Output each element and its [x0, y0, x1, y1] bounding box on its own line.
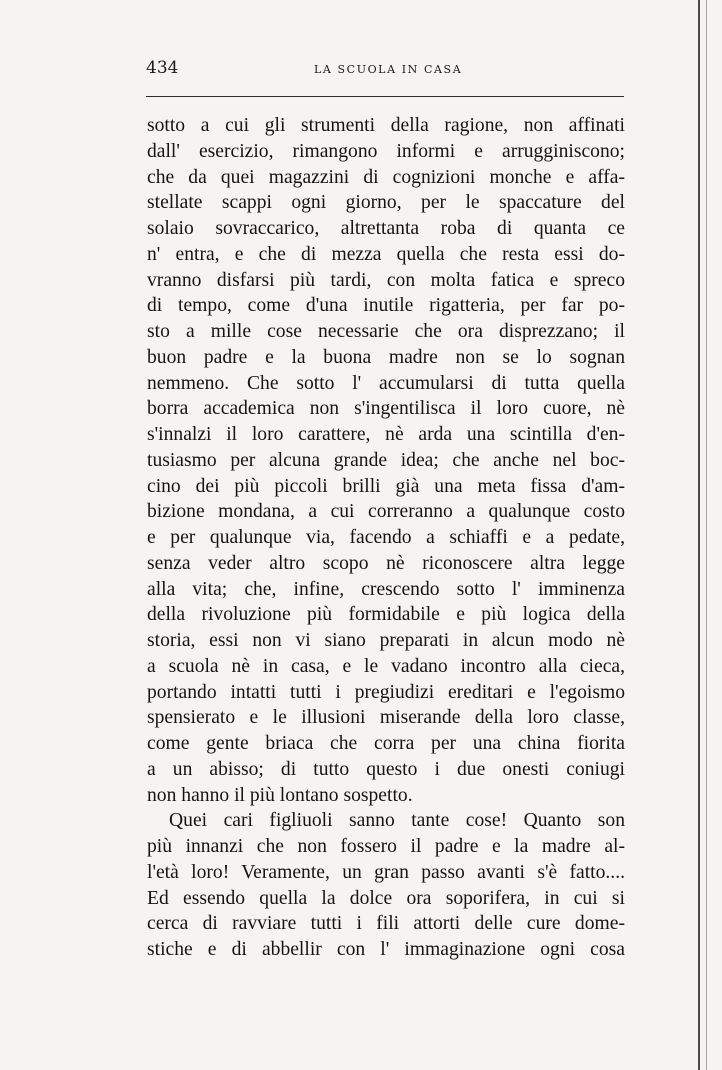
text-line: alla vita; che, infine, crescendo sotto l' imminenza [147, 578, 625, 600]
text-line: a un abisso; di tutto questo i due onesti coniugi [147, 758, 625, 780]
text-line: tusiasmo per alcuna grande idea; che anche nel boc- [147, 449, 625, 471]
text-line: l'età loro! Veramente, un gran passo avanti s'è fatto.... [147, 861, 625, 883]
text-line: s'innalzi il loro carattere, nè arda una scintilla d'en- [147, 424, 625, 445]
page-edge-line [706, 0, 707, 1070]
header-rule [146, 96, 624, 97]
text-line: Ed essendo quella la dolce ora soporifera, in cui si [147, 887, 625, 909]
text-line: stellate scappi ogni giorno, per le spaccature del [147, 192, 625, 214]
text-line: più innanzi che non fossero il padre e la madre al- [147, 836, 625, 857]
text-line: della rivoluzione più formidabile e più logica della [147, 604, 625, 626]
text-line: e per qualunque via, facendo a schiaffi e a pedate, [147, 527, 625, 548]
text-line: storia, essi non vi siano preparati in alcun modo nè [147, 630, 625, 651]
text-line: n' entra, e che di mezza quella che resta essi do- [147, 243, 625, 265]
body-text [147, 113, 625, 963]
text-line: bizione mondana, a cui correranno a qualunque costo [147, 501, 625, 523]
text-line: sto a mille cose necessarie che ora disprezzano; il [147, 321, 625, 342]
page-edge-shadow [698, 0, 700, 1070]
running-title: LA SCUOLA IN CASA [314, 63, 463, 76]
text-line: cerca di ravviare tutti i fili attorti delle cure dome- [147, 913, 625, 935]
text-line: buon padre e la buona madre non se lo sognan [147, 346, 625, 368]
text-line: borra accademica non s'ingentilisca il loro cuore, nè [147, 398, 625, 420]
text-line: portando intatti tutti i pregiudizi ereditari e l'egoismo [147, 681, 625, 703]
text-line: Quei cari figliuoli sanno tante cose! Quanto son [169, 810, 625, 832]
text-line: spensierato e le illusioni miserande della loro classe, [147, 707, 625, 729]
text-line: come gente briaca che corra per una china fiorita [147, 733, 625, 754]
text-line: nemmeno. Che sotto l' accumularsi di tutta quella [147, 372, 625, 394]
text-line: sotto a cui gli strumenti della ragione, non affinati [147, 115, 625, 136]
text-line: stiche e di abbellir con l' immaginazione ogni cosa [147, 939, 625, 960]
text-line: dall' esercizio, rimangono informi e arrugginiscono; [147, 140, 625, 162]
text-line: non hanno il più lontano sospetto. [147, 784, 413, 806]
text-line: vranno disfarsi più tardi, con molta fatica e spreco [147, 269, 625, 291]
text-line: solaio sovraccarico, altrettanta roba di quanta ce [147, 218, 625, 239]
text-line: cino dei più piccoli brilli già una meta fissa d'am- [147, 475, 625, 497]
text-line: a scuola nè in casa, e le vadano incontro alla cieca, [147, 655, 625, 677]
page-header [146, 52, 624, 86]
text-line: che da quei magazzini di cognizioni monche e affa- [147, 166, 625, 188]
page-number: 434 [146, 58, 179, 78]
text-line: di tempo, come d'una inutile rigatteria, per far po- [147, 295, 625, 317]
text-line: senza veder altro scopo nè riconoscere altra legge [147, 552, 625, 574]
